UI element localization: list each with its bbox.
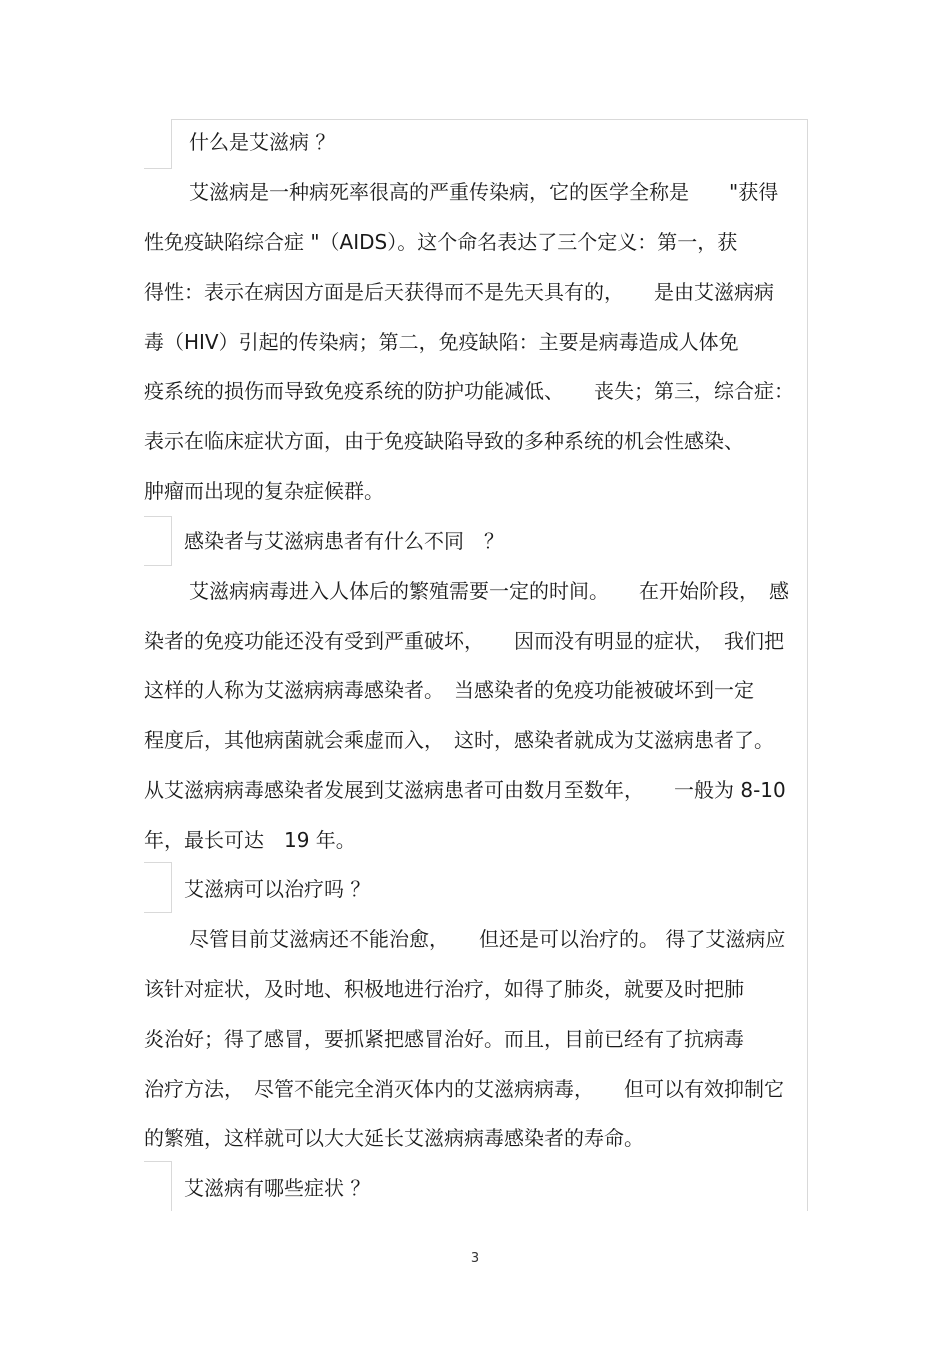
paragraph-line: 性免疫缺陷综合症 "（AIDS）。这个命名表达了三个定义：第一，获 (144, 230, 738, 254)
frame-tick-4 (144, 862, 172, 863)
paragraph-line: 这样的人称为艾滋病病毒感染者。 当感染者的免疫功能被破坏到一定 (144, 678, 754, 702)
paragraph-line: 染者的免疫功能还没有受到严重破坏， 因而没有明显的症状， 我们把 (144, 629, 784, 653)
section-heading: 感染者与艾滋病患者有什么不同 ？ (184, 529, 504, 553)
paragraph-line: 表示在临床症状方面，由于免疫缺陷导致的多种系统的机会性感染、 (144, 429, 744, 453)
frame-tick-3 (144, 565, 172, 566)
section-heading: 艾滋病可以治疗吗 ？ (184, 877, 371, 901)
paragraph-line: 程度后，其他病菌就会乘虚而入， 这时，感染者就成为艾滋病患者了。 (144, 728, 774, 752)
frame-top-line (171, 119, 808, 120)
paragraph-line: 艾滋病是一种病死率很高的严重传染病，它的医学全称是 "获得 (189, 180, 779, 204)
paragraph-line: 艾滋病病毒进入人体后的繁殖需要一定的时间。 在开始阶段， 感 (189, 579, 789, 603)
frame-left-line-3 (171, 862, 172, 913)
section-heading: 什么是艾滋病 ？ (189, 130, 336, 154)
paragraph-line: 疫系统的损伤而导致免疫系统的防护功能减低、 丧失；第三，综合症： (144, 379, 794, 403)
paragraph-line: 炎治好；得了感冒，要抓紧把感冒治好。而且，目前已经有了抗病毒 (144, 1027, 744, 1051)
frame-tick-1 (144, 168, 172, 169)
paragraph-line: 得性：表示在病因方面是后天获得而不是先天具有的， 是由艾滋病病 (144, 280, 774, 304)
paragraph-line: 尽管目前艾滋病还不能治愈， 但还是可以治疗的。 得了艾滋病应 (189, 927, 786, 951)
paragraph-line: 的繁殖，这样就可以大大延长艾滋病病毒感染者的寿命。 (144, 1126, 644, 1150)
paragraph-line: 该针对症状，及时地、积极地进行治疗，如得了肺炎，就要及时把肺 (144, 977, 744, 1001)
paragraph-line: 毒（HIV）引起的传染病；第二，免疫缺陷：主要是病毒造成人体免 (144, 330, 739, 354)
frame-left-line-1 (171, 119, 172, 169)
frame-left-line-2 (171, 516, 172, 566)
paragraph-line: 治疗方法， 尽管不能完全消灭体内的艾滋病病毒， 但可以有效抑制它 (144, 1077, 784, 1101)
section-heading: 艾滋病有哪些症状 ？ (184, 1176, 371, 1200)
paragraph-line: 年，最长可达 19 年。 (144, 828, 356, 852)
paragraph-line: 从艾滋病病毒感染者发展到艾滋病患者可由数月至数年， 一般为 8-10 (144, 778, 786, 802)
frame-tick-6 (144, 1161, 172, 1162)
frame-tick-2 (144, 516, 172, 517)
frame-tick-5 (144, 912, 172, 913)
page-number: 3 (470, 1251, 480, 1266)
paragraph-line: 肿瘤而出现的复杂症候群。 (144, 479, 384, 503)
frame-left-line-4 (171, 1161, 172, 1211)
